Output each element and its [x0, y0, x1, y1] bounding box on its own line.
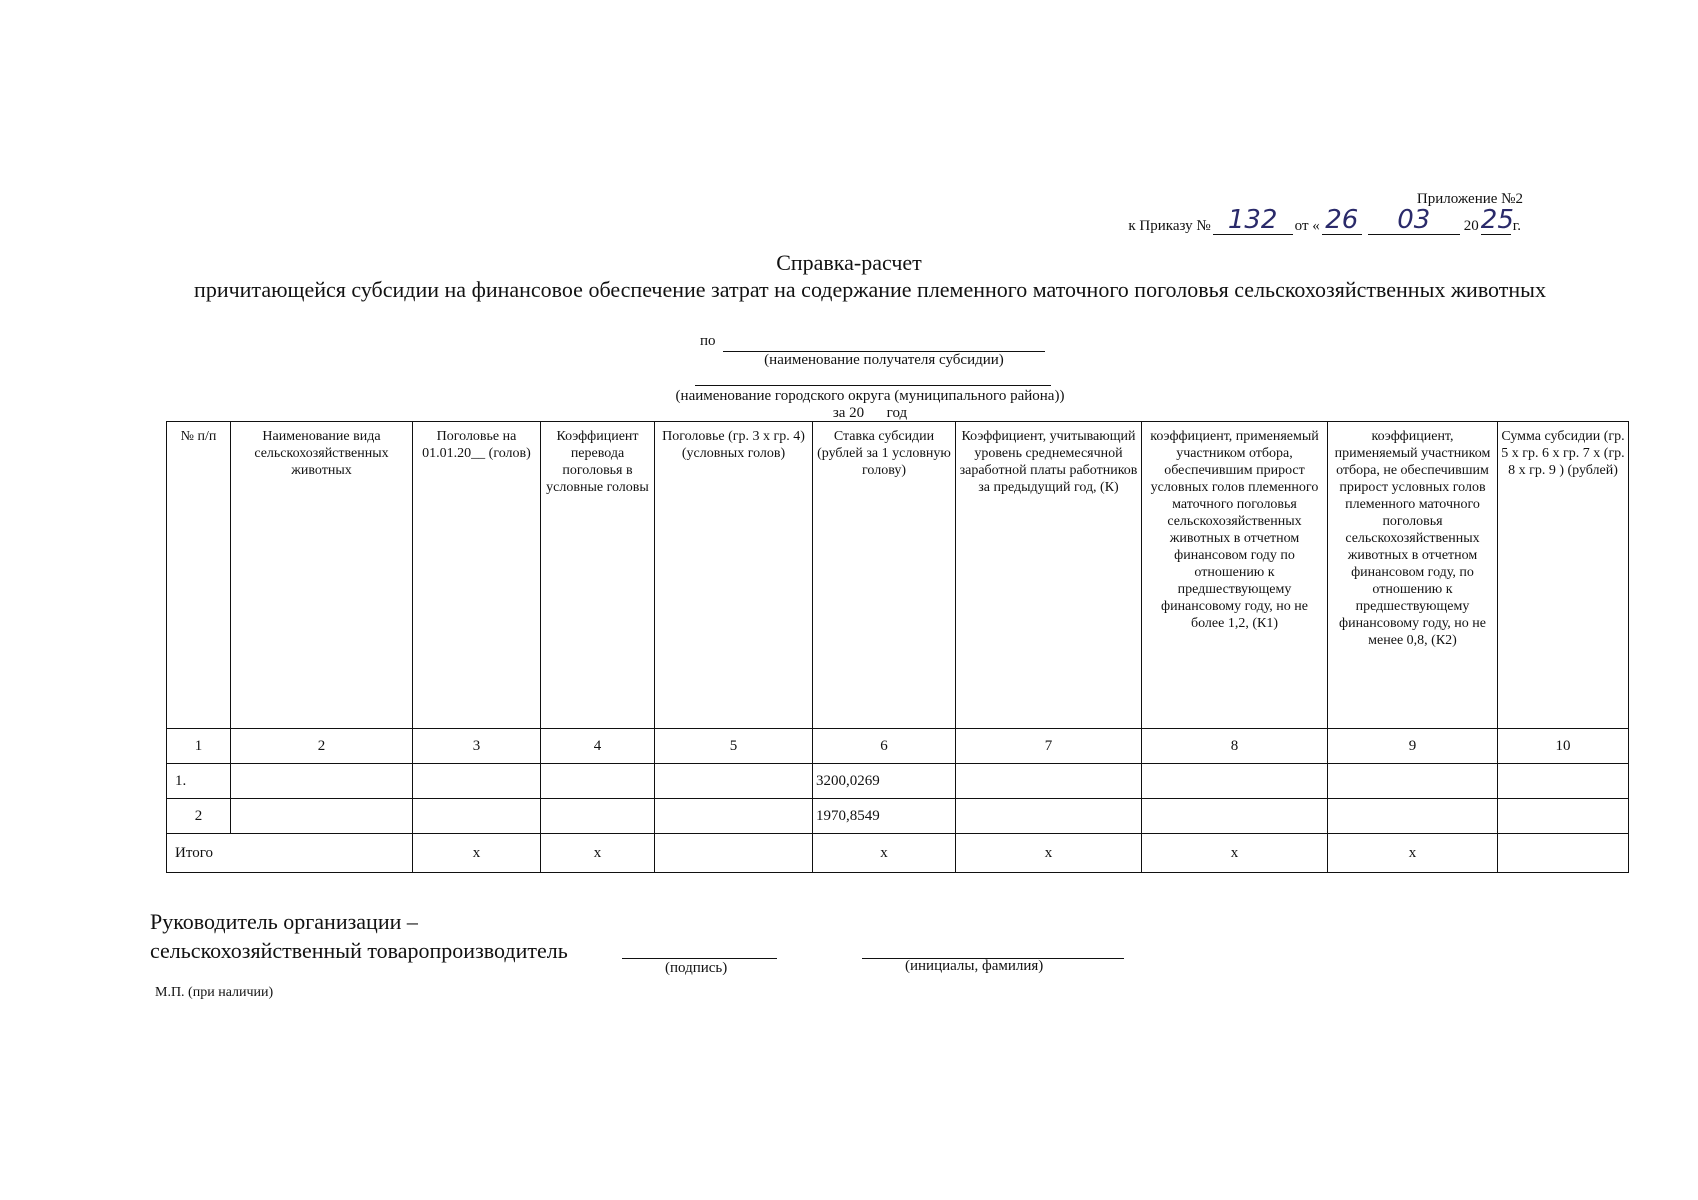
column-number-row: [167, 729, 1629, 764]
table-row: [167, 764, 1629, 799]
column-header: Коэффициент перевода поголовья в условные головы: [541, 422, 655, 729]
report-year-line: за 20 год: [832, 405, 908, 421]
name-line: [862, 944, 1124, 959]
column-number: 10: [1498, 729, 1629, 764]
table-cell: 2: [167, 799, 231, 834]
order-number: 132: [1213, 208, 1293, 235]
column-header: коэффициент, применяемый участником отбора, обеспечившим прирост условных голов племенного маточного поголовья сельскохозяйственных животных в отчетном финансовом году по отношению к предшествующему финансовому году, но не более 1,2, (К1): [1142, 422, 1328, 729]
column-header: Коэффициент, учитывающий уровень среднемесячной заработной платы работников за предыдущий год, (К): [956, 422, 1142, 729]
date-year: 25: [1480, 205, 1514, 235]
total-cell: x: [813, 834, 956, 873]
table-cell: [1328, 764, 1498, 799]
date-day: 26: [1322, 208, 1362, 235]
table-cell: [231, 799, 413, 834]
signature-line: [622, 944, 777, 959]
district-field-line: [695, 367, 1051, 386]
column-number: 4: [541, 729, 655, 764]
date-year-prefix: 20: [1463, 218, 1479, 234]
table-cell: [956, 764, 1142, 799]
table-cell: [541, 764, 655, 799]
column-header: Наименование вида сельскохозяйственных животных: [231, 422, 413, 729]
column-header: коэффициент, применяемый участником отбора, не обеспечившим прирост условных голов племенного маточного поголовья сельскохозяйственных животных в отчетном финансовом году, по отношению к предшествующему финансовому году, но не менее 0,8, (К2): [1328, 422, 1498, 729]
signature-title-line2: сельскохозяйственный товаропроизводитель: [150, 938, 568, 963]
table-cell: [541, 799, 655, 834]
column-header: № п/п: [167, 422, 231, 729]
table-cell: [655, 799, 813, 834]
date-month: 03: [1368, 208, 1460, 235]
total-cell: [1498, 834, 1629, 873]
table-cell: [1498, 764, 1629, 799]
table-cell: 1.: [167, 764, 231, 799]
date-suffix: г.: [1512, 218, 1521, 234]
column-header: Сумма субсидии (гр. 5 х гр. 6 х гр. 7 х (гр. 8 х гр. 9 ) (рублей): [1498, 422, 1629, 729]
name-caption: (инициалы, фамилия): [905, 958, 1044, 974]
column-number: 7: [956, 729, 1142, 764]
total-row: [167, 834, 1629, 873]
column-number: 8: [1142, 729, 1328, 764]
signature-title-line1: Руководитель организации –: [150, 909, 418, 934]
document-subtitle: причитающейся субсидии на финансовое обеспечение затрат на содержание племенного маточного поголовья сельскохозяйственных животных: [194, 277, 1546, 302]
table-cell: [1142, 764, 1328, 799]
subsidy-rate-cell: 1970,8549: [813, 799, 956, 834]
column-number: 5: [655, 729, 813, 764]
column-number: 2: [231, 729, 413, 764]
recipient-field-line: [723, 333, 1045, 352]
table-cell: [655, 764, 813, 799]
column-number: 3: [413, 729, 541, 764]
column-number: 9: [1328, 729, 1498, 764]
table-header-row: [167, 422, 1629, 729]
document-title: Справка-расчет: [776, 250, 922, 275]
total-cell: x: [413, 834, 541, 873]
subsidy-calculation-table: [166, 421, 1629, 873]
total-cell: x: [541, 834, 655, 873]
total-cell: x: [1328, 834, 1498, 873]
total-cell: x: [1142, 834, 1328, 873]
table-cell: [1142, 799, 1328, 834]
table-cell: [1498, 799, 1629, 834]
signature-caption: (подпись): [665, 960, 728, 976]
order-reference: [1126, 205, 1523, 235]
total-label: Итого: [167, 834, 413, 873]
date-prefix: от «: [1294, 218, 1320, 234]
subsidy-rate-cell: 3200,0269: [813, 764, 956, 799]
recipient-prefix: по: [700, 333, 716, 349]
appendix-label: Приложение №2: [1416, 191, 1523, 207]
total-cell: x: [956, 834, 1142, 873]
order-prefix: к Приказу №: [1128, 218, 1211, 234]
column-number: 6: [813, 729, 956, 764]
table-cell: [413, 764, 541, 799]
column-number: 1: [167, 729, 231, 764]
recipient-caption: (наименование получателя субсидии): [764, 352, 1004, 368]
district-caption: (наименование городского округа (муниципального района)): [675, 388, 1065, 404]
stamp-note: М.П. (при наличии): [155, 985, 274, 1000]
table-row: [167, 799, 1629, 834]
column-header: Поголовье на 01.01.20__ (голов): [413, 422, 541, 729]
column-header: Поголовье (гр. 3 х гр. 4) (условных голов): [655, 422, 813, 729]
table-cell: [1328, 799, 1498, 834]
table-cell: [413, 799, 541, 834]
column-header: Ставка субсидии (рублей за 1 условную голову): [813, 422, 956, 729]
total-cell: [655, 834, 813, 873]
table-cell: [956, 799, 1142, 834]
table-cell: [231, 764, 413, 799]
